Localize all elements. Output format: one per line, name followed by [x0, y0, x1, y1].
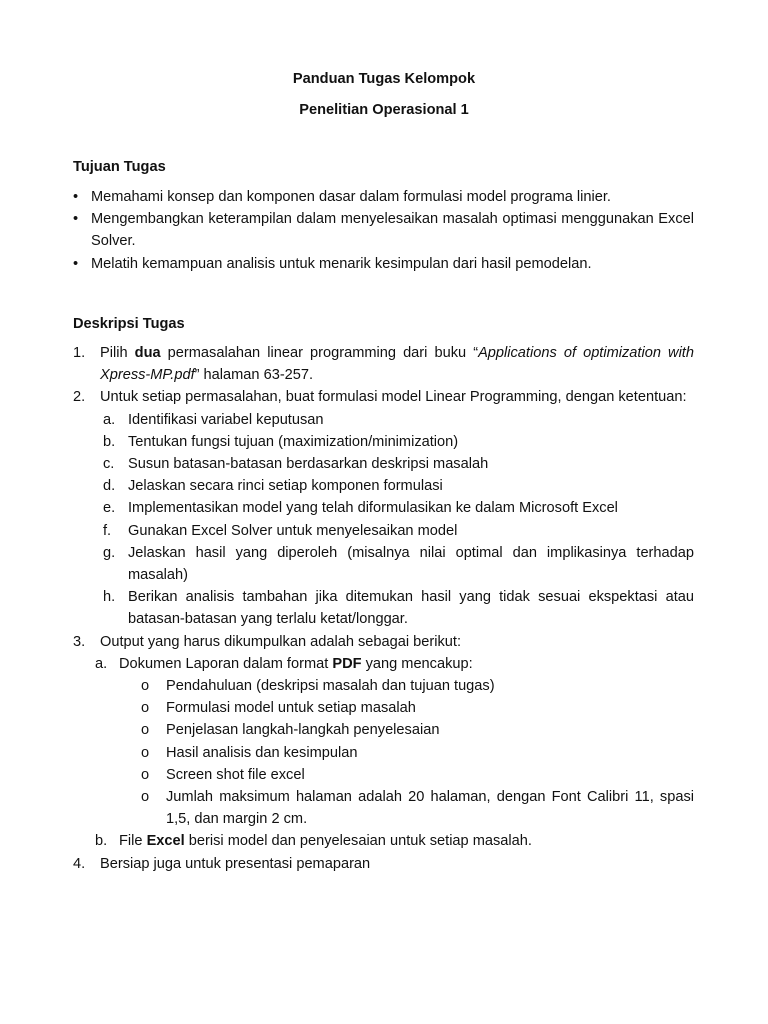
- list-item-3: 3. Output yang harus dikumpulkan adalah sebagai berikut:: [73, 631, 694, 653]
- document-title: Panduan Tugas Kelompok: [292, 71, 476, 87]
- circle-list-item: o Penjelasan langkah-langkah penyelesaian: [73, 719, 694, 741]
- deskripsi-list: [73, 342, 694, 875]
- circle-list-item: o Hasil analisis dan kesimpulan: [73, 742, 694, 764]
- item-number: 4.: [73, 855, 86, 872]
- circle-list-item: o Formulasi model untuk setiap masalah: [73, 697, 694, 719]
- sub-item: a. Identifikasi variabel keputusan: [103, 411, 324, 428]
- list-item-2: 2. Untuk setiap permasalahan, buat formulasi model Linear Programming, dengan ketentuan:: [73, 386, 694, 408]
- sub-item: e. Implementasikan model yang telah diformulasikan ke dalam Microsoft Excel: [103, 500, 618, 517]
- circle-list-item: o Pendahuluan (deskripsi masalah dan tujuan tugas): [73, 675, 694, 697]
- tujuan-list: [73, 186, 694, 275]
- list-item-1: 1. Pilih dua permasalahan linear programming dari buku “Applications of optimization with Xpress-MP.pdf” halaman 63-257.: [73, 342, 694, 386]
- circle-bullet-icon: o: [141, 766, 150, 783]
- circle-list-item: o Screen shot file excel: [73, 764, 694, 786]
- sub-item: f. Gunakan Excel Solver untuk menyelesaikan model: [103, 522, 458, 539]
- section-heading-tujuan: Tujuan Tugas: [73, 159, 166, 175]
- sub-item-b: b. File Excel berisi model dan penyelesaian untuk setiap masalah.: [95, 833, 532, 850]
- item-number: 2.: [73, 389, 86, 406]
- sub-item-a: a. Dokumen Laporan dalam format PDF yang mencakup:: [95, 655, 473, 672]
- list-item: • Mengembangkan keterampilan dalam menyelesaikan masalah optimasi menggunakan Excel Solver.: [73, 208, 694, 252]
- sub-item: h. Berikan analisis tambahan jika ditemukan hasil yang tidak sesuai ekspektasi atau batasan-batasan yang terlalu ketat/longgar.: [103, 589, 694, 628]
- document-subtitle: Penelitian Operasional 1: [299, 102, 469, 118]
- sub-item: c. Susun batasan-batasan berdasarkan deskripsi masalah: [103, 456, 489, 473]
- item-number: 1.: [73, 345, 86, 361]
- bullet-icon: •: [73, 189, 79, 205]
- sub-item: b. Tentukan fungsi tujuan (maximization/minimization): [103, 433, 459, 450]
- circle-bullet-icon: o: [141, 678, 150, 695]
- bullet-icon: •: [73, 211, 79, 228]
- list-item: • Memahami konsep dan komponen dasar dalam formulasi model programa linier.: [73, 186, 694, 208]
- circle-bullet-icon: o: [141, 700, 150, 717]
- bullet-icon: •: [73, 255, 79, 272]
- circle-bullet-icon: o: [141, 789, 150, 806]
- circle-list-item: o Jumlah maksimum halaman adalah 20 halaman, dengan Font Calibri 11, spasi 1,5, dan margin 2 cm.: [73, 786, 694, 830]
- sub-item: d. Jelaskan secara rinci setiap komponen formulasi: [103, 478, 443, 495]
- circle-bullet-icon: o: [141, 722, 150, 739]
- sub-item: g. Jelaskan hasil yang diperoleh (misalnya nilai optimal dan implikasinya terhadap masalah): [103, 544, 694, 584]
- circle-bullet-icon: o: [141, 744, 150, 761]
- list-item: • Melatih kemampuan analisis untuk menarik kesimpulan dari hasil pemodelan.: [73, 253, 694, 275]
- section-heading-deskripsi: Deskripsi Tugas: [73, 316, 185, 332]
- item-number: 3.: [73, 633, 86, 650]
- list-item-4: 4. Bersiap juga untuk presentasi pemaparan: [73, 853, 694, 875]
